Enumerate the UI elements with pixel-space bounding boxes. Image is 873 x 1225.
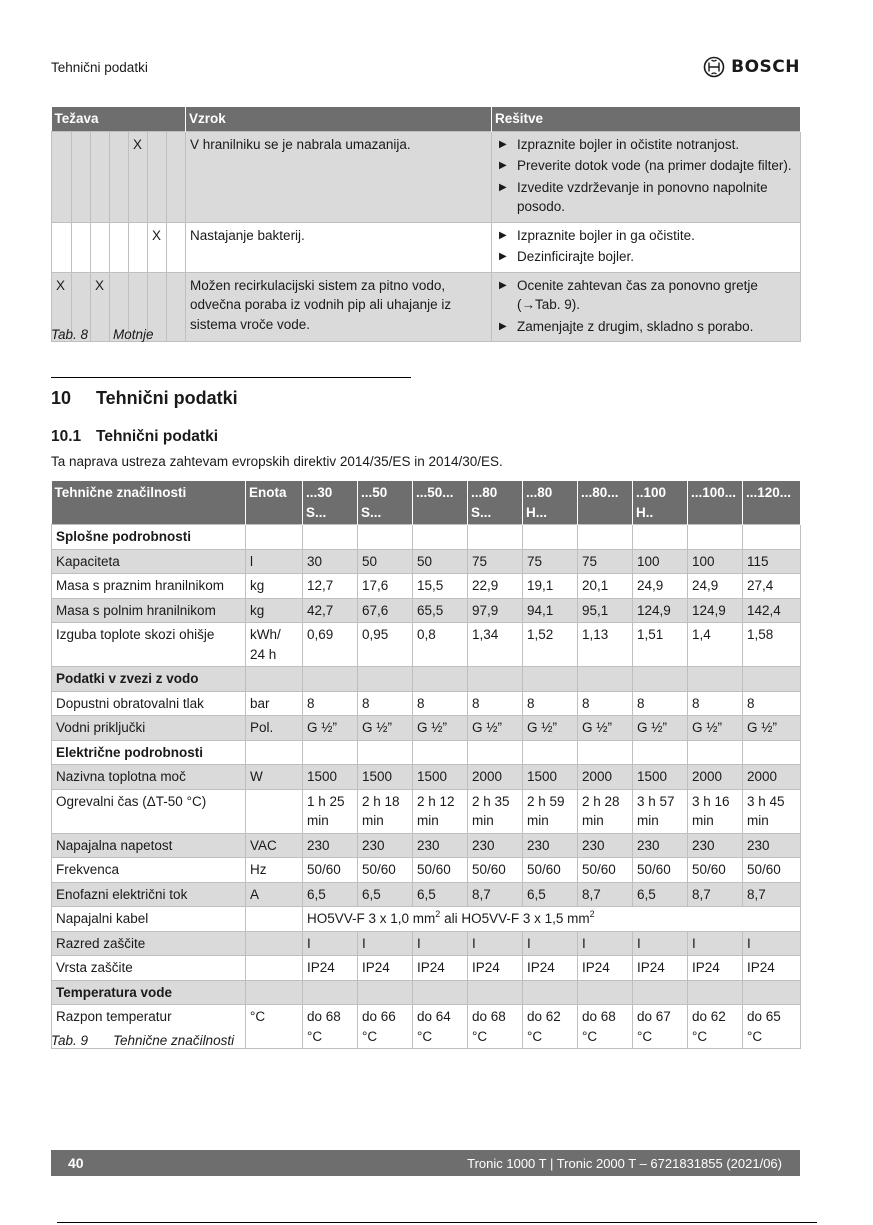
value-cell: 230 (578, 833, 633, 858)
bosch-logo (703, 56, 800, 78)
value-cell: 8 (523, 691, 578, 716)
value-cell: 19,1 (523, 574, 578, 599)
value-cell: 124,9 (633, 598, 688, 623)
value-cell: 2000 (688, 765, 743, 790)
value-cell: G ½” (468, 716, 523, 741)
feature-label: Napajalna napetost (52, 833, 246, 858)
bottom-rule (57, 1222, 817, 1223)
solution-header: Rešitve (492, 107, 801, 131)
subsection-title: Tehnični podatki (96, 428, 218, 445)
table-row (52, 623, 801, 667)
section-number: 10 (51, 388, 72, 408)
empty-cell (578, 667, 633, 692)
value-cell: 3 h 45 min (743, 789, 801, 833)
value-cell: G ½” (743, 716, 801, 741)
section-row (52, 980, 801, 1005)
value-cell: 1,52 (523, 623, 578, 667)
value-cell: IP24 (578, 956, 633, 981)
problem-mark (129, 222, 148, 272)
cause-cell: Možen recirkulacijski sistem za pitno vodo, odvečna poraba iz vodnih pip ali uhajanje iz sistema vroče vode. (186, 272, 492, 342)
empty-cell (413, 740, 468, 765)
section-label: Podatki v zvezi z vodo (52, 667, 246, 692)
problem-mark (167, 131, 186, 222)
value-cell: 8 (743, 691, 801, 716)
unit-cell: W (246, 765, 303, 790)
empty-cell (688, 525, 743, 550)
solution-step: ▶ Ocenite zahtevan čas za ponovno gretje (→Tab. 9). (496, 276, 796, 315)
empty-cell (246, 740, 303, 765)
subsection-number: 10.1 (51, 428, 82, 445)
value-cell: 42,7 (303, 598, 358, 623)
table-row (52, 858, 801, 883)
table8-caption (51, 327, 154, 342)
value-cell: 1500 (413, 765, 468, 790)
unit-cell: Hz (246, 858, 303, 883)
section-row (52, 525, 801, 550)
unit-cell: kg (246, 598, 303, 623)
value-cell: 1,51 (633, 623, 688, 667)
value-cell: 1500 (303, 765, 358, 790)
value-cell: 6,5 (303, 882, 358, 907)
table9-caption (51, 1033, 234, 1048)
page-header (51, 58, 800, 80)
table-row (52, 222, 801, 272)
empty-cell (633, 525, 688, 550)
feature-label: Razpon temperatur (52, 1005, 246, 1049)
section-label: Splošne podrobnosti (52, 525, 246, 550)
solution-cell (492, 222, 801, 272)
value-cell: 2000 (743, 765, 801, 790)
solution-step: ▶ Dezinficirajte bojler. (496, 247, 796, 267)
problem-mark: X (91, 272, 110, 342)
value-cell: 50/60 (743, 858, 801, 883)
feature-label: Izguba toplote skozi ohišje (52, 623, 246, 667)
value-cell: 50/60 (633, 858, 688, 883)
value-cell: 50/60 (303, 858, 358, 883)
value-cell: 1500 (358, 765, 413, 790)
value-cell: 230 (523, 833, 578, 858)
model-header: ...30 S... (303, 481, 358, 525)
empty-cell (468, 667, 523, 692)
problem-mark (52, 222, 72, 272)
caption-title: Motnje (113, 327, 154, 342)
value-cell: 50/60 (413, 858, 468, 883)
section-title: Tehnični podatki (96, 388, 238, 408)
empty-cell (743, 740, 801, 765)
value-cell: 2000 (468, 765, 523, 790)
value-cell: 8 (688, 691, 743, 716)
troubleshooting-table (51, 107, 801, 342)
empty-cell (523, 980, 578, 1005)
section-row (52, 667, 801, 692)
cause-cell: Nastajanje bakterij. (186, 222, 492, 272)
value-cell: 50 (413, 549, 468, 574)
value-cell: 230 (358, 833, 413, 858)
document-reference: Tronic 1000 T | Tronic 2000 T – 6721831855 (2021/06) (467, 1156, 782, 1171)
value-cell: 6,5 (633, 882, 688, 907)
empty-cell (358, 980, 413, 1005)
feature-label: Vodni priključki (52, 716, 246, 741)
empty-cell (303, 525, 358, 550)
feature-label: Vrsta zaščite (52, 956, 246, 981)
table-row (52, 789, 801, 833)
value-cell: do 64 °C (413, 1005, 468, 1049)
value-cell: IP24 (468, 956, 523, 981)
empty-cell (468, 525, 523, 550)
specs-header-row (52, 481, 801, 525)
value-cell: 100 (633, 549, 688, 574)
value-cell: 2 h 35 min (468, 789, 523, 833)
solution-step: ▶ Izpraznite bojler in očistite notranjost. (496, 135, 796, 155)
value-cell: 65,5 (413, 598, 468, 623)
cause-header: Vzrok (186, 107, 492, 131)
value-cell: I (743, 931, 801, 956)
value-cell: do 68 °C (303, 1005, 358, 1049)
cable-spec (303, 907, 801, 932)
unit-cell (246, 789, 303, 833)
unit-cell (246, 956, 303, 981)
value-cell: 1,58 (743, 623, 801, 667)
value-cell: 95,1 (578, 598, 633, 623)
page-footer (51, 1150, 800, 1176)
value-cell: I (688, 931, 743, 956)
value-cell: I (303, 931, 358, 956)
subsection-heading (51, 428, 218, 446)
unit-cell: bar (246, 691, 303, 716)
empty-cell (303, 740, 358, 765)
value-cell: I (578, 931, 633, 956)
feature-label: Nazivna toplotna moč (52, 765, 246, 790)
value-cell: 8,7 (688, 882, 743, 907)
logo-wordmark: BOSCH (731, 57, 800, 77)
empty-cell (688, 667, 743, 692)
value-cell: I (633, 931, 688, 956)
value-cell: 8,7 (468, 882, 523, 907)
problem-mark (91, 131, 110, 222)
table-row (52, 765, 801, 790)
problem-mark (72, 131, 91, 222)
value-cell: 27,4 (743, 574, 801, 599)
value-cell: 2 h 18 min (358, 789, 413, 833)
cause-cell: V hranilniku se je nabrala umazanija. (186, 131, 492, 222)
value-cell: 75 (578, 549, 633, 574)
value-cell: 12,7 (303, 574, 358, 599)
value-cell: 22,9 (468, 574, 523, 599)
value-cell: 124,9 (688, 598, 743, 623)
value-cell: 1,13 (578, 623, 633, 667)
page-number: 40 (68, 1155, 84, 1171)
solution-cell (492, 131, 801, 222)
value-cell: do 62 °C (523, 1005, 578, 1049)
value-cell: IP24 (688, 956, 743, 981)
value-cell: do 65 °C (743, 1005, 801, 1049)
empty-cell (523, 667, 578, 692)
empty-cell (633, 980, 688, 1005)
model-header: ...120... (743, 481, 801, 525)
model-header: ...80 H... (523, 481, 578, 525)
empty-cell (246, 525, 303, 550)
caption-number: Tab. 9 (51, 1033, 89, 1048)
table-row (52, 931, 801, 956)
empty-cell (743, 980, 801, 1005)
empty-cell (413, 525, 468, 550)
value-cell: 230 (633, 833, 688, 858)
value-cell: 6,5 (523, 882, 578, 907)
empty-cell (578, 740, 633, 765)
caption-title: Tehnične značilnosti (113, 1033, 235, 1048)
empty-cell (578, 525, 633, 550)
value-cell: 1500 (633, 765, 688, 790)
value-cell: do 62 °C (688, 1005, 743, 1049)
model-header: ...50 S... (358, 481, 413, 525)
unit-cell: l (246, 549, 303, 574)
table-row (52, 716, 801, 741)
value-cell: 2 h 28 min (578, 789, 633, 833)
value-cell: I (468, 931, 523, 956)
section-label: Električne podrobnosti (52, 740, 246, 765)
value-cell: 50/60 (688, 858, 743, 883)
value-cell: 230 (303, 833, 358, 858)
empty-cell (743, 525, 801, 550)
section-heading (51, 388, 238, 409)
value-cell: 8,7 (578, 882, 633, 907)
empty-cell (468, 980, 523, 1005)
empty-cell (303, 980, 358, 1005)
value-cell: 97,9 (468, 598, 523, 623)
value-cell: 20,1 (578, 574, 633, 599)
bosch-armature-icon (703, 56, 725, 78)
problem-mark: X (148, 222, 167, 272)
value-cell: 2 h 59 min (523, 789, 578, 833)
problem-header: Težava (52, 107, 186, 131)
model-header: ..100 H.. (633, 481, 688, 525)
value-cell: 50/60 (468, 858, 523, 883)
value-cell: 94,1 (523, 598, 578, 623)
table-row (52, 882, 801, 907)
empty-cell (688, 740, 743, 765)
unit-cell: kWh/ 24 h (246, 623, 303, 667)
empty-cell (743, 667, 801, 692)
feature-label: Masa s praznim hranilnikom (52, 574, 246, 599)
value-cell: G ½” (413, 716, 468, 741)
empty-cell (413, 667, 468, 692)
solution-step: ▶ Izpraznite bojler in ga očistite. (496, 226, 796, 246)
value-cell: 0,95 (358, 623, 413, 667)
value-cell: 6,5 (413, 882, 468, 907)
value-cell: 230 (468, 833, 523, 858)
value-cell: 75 (523, 549, 578, 574)
value-cell: 100 (688, 549, 743, 574)
table-row (52, 956, 801, 981)
unit-cell: Pol. (246, 716, 303, 741)
specs-table (51, 481, 801, 1049)
value-cell: 1,34 (468, 623, 523, 667)
value-cell: 142,4 (743, 598, 801, 623)
value-cell: 30 (303, 549, 358, 574)
cable-spec-b-exp: 2 (589, 908, 595, 919)
value-cell: 230 (743, 833, 801, 858)
value-cell: IP24 (303, 956, 358, 981)
table-row (52, 907, 801, 932)
problem-mark (167, 272, 186, 342)
value-cell: 115 (743, 549, 801, 574)
value-cell: 24,9 (633, 574, 688, 599)
value-cell: 8 (303, 691, 358, 716)
empty-cell (358, 740, 413, 765)
value-cell: 0,69 (303, 623, 358, 667)
feature-label: Kapaciteta (52, 549, 246, 574)
cable-spec-a: HO5VV-F 3 x 1,0 mm (307, 911, 436, 926)
model-header: ...80... (578, 481, 633, 525)
table-row (52, 549, 801, 574)
feature-label: Razred zaščite (52, 931, 246, 956)
feature-label: Masa s polnim hranilnikom (52, 598, 246, 623)
value-cell: IP24 (523, 956, 578, 981)
empty-cell (468, 740, 523, 765)
problem-mark (148, 131, 167, 222)
empty-cell (633, 667, 688, 692)
value-cell: 3 h 16 min (688, 789, 743, 833)
unit-cell (246, 907, 303, 932)
value-cell: IP24 (413, 956, 468, 981)
problem-mark (72, 222, 91, 272)
value-cell: 0,8 (413, 623, 468, 667)
solution-step: ▶ Preverite dotok vode (na primer dodajte filter). (496, 156, 796, 176)
value-cell: do 68 °C (468, 1005, 523, 1049)
problem-mark: X (52, 272, 72, 342)
problem-mark (52, 131, 72, 222)
problem-mark (91, 222, 110, 272)
empty-cell (246, 980, 303, 1005)
unit-cell: kg (246, 574, 303, 599)
value-cell: G ½” (688, 716, 743, 741)
feature-label: Ogrevalni čas (ΔT-50 °C) (52, 789, 246, 833)
value-cell: 8 (468, 691, 523, 716)
empty-cell (413, 980, 468, 1005)
value-cell: 6,5 (358, 882, 413, 907)
value-cell: 1500 (523, 765, 578, 790)
value-cell: 2000 (578, 765, 633, 790)
value-cell: 50/60 (358, 858, 413, 883)
table-row (52, 574, 801, 599)
table-row (52, 131, 801, 222)
feature-label: Enofazni električni tok (52, 882, 246, 907)
model-header: ...100... (688, 481, 743, 525)
unit-cell: °C (246, 1005, 303, 1049)
table-row (52, 598, 801, 623)
problem-mark (110, 222, 129, 272)
value-cell: G ½” (303, 716, 358, 741)
value-cell: 3 h 57 min (633, 789, 688, 833)
value-cell: I (358, 931, 413, 956)
cable-spec-a-exp: 2 (435, 908, 441, 919)
running-title: Tehnični podatki (51, 60, 148, 75)
table-row (52, 833, 801, 858)
value-cell: 67,6 (358, 598, 413, 623)
value-cell: 8 (413, 691, 468, 716)
unit-cell: A (246, 882, 303, 907)
model-header: ...80 S... (468, 481, 523, 525)
value-cell: 15,5 (413, 574, 468, 599)
value-cell: 8 (633, 691, 688, 716)
value-cell: 50/60 (523, 858, 578, 883)
value-cell: do 66 °C (358, 1005, 413, 1049)
value-cell: G ½” (578, 716, 633, 741)
empty-cell (578, 980, 633, 1005)
solution-step: ▶ Izvedite vzdrževanje in ponovno napolnite posodo. (496, 178, 796, 217)
empty-cell (246, 667, 303, 692)
value-cell: IP24 (358, 956, 413, 981)
value-cell: 230 (413, 833, 468, 858)
feature-label: Napajalni kabel (52, 907, 246, 932)
value-cell: 8 (578, 691, 633, 716)
intro-paragraph: Ta naprava ustreza zahtevam evropskih direktiv 2014/35/ES in 2014/30/ES. (51, 454, 503, 469)
value-cell: 8 (358, 691, 413, 716)
solution-cell (492, 272, 801, 342)
value-cell: G ½” (633, 716, 688, 741)
value-cell: G ½” (523, 716, 578, 741)
empty-cell (633, 740, 688, 765)
cable-spec-b: ali HO5VV-F 3 x 1,5 mm (440, 911, 590, 926)
empty-cell (523, 740, 578, 765)
value-cell: IP24 (633, 956, 688, 981)
value-cell: 17,6 (358, 574, 413, 599)
feature-header: Tehnične značilnosti (52, 481, 246, 525)
empty-cell (688, 980, 743, 1005)
value-cell: 1 h 25 min (303, 789, 358, 833)
unit-header: Enota (246, 481, 303, 525)
table-row (52, 691, 801, 716)
unit-cell: VAC (246, 833, 303, 858)
problem-mark (110, 131, 129, 222)
value-cell: 8,7 (743, 882, 801, 907)
model-header: ...50... (413, 481, 468, 525)
value-cell: I (523, 931, 578, 956)
empty-cell (358, 667, 413, 692)
value-cell: 1,4 (688, 623, 743, 667)
feature-label: Frekvenca (52, 858, 246, 883)
value-cell: I (413, 931, 468, 956)
value-cell: 50 (358, 549, 413, 574)
solution-step: ▶ Zamenjajte z drugim, skladno s porabo. (496, 317, 796, 337)
value-cell: do 68 °C (578, 1005, 633, 1049)
value-cell: G ½” (358, 716, 413, 741)
caption-number: Tab. 8 (51, 327, 89, 342)
value-cell: IP24 (743, 956, 801, 981)
value-cell: 24,9 (688, 574, 743, 599)
section-rule (51, 377, 411, 378)
value-cell: do 67 °C (633, 1005, 688, 1049)
empty-cell (358, 525, 413, 550)
section-row (52, 740, 801, 765)
problem-mark: X (129, 131, 148, 222)
value-cell: 2 h 12 min (413, 789, 468, 833)
feature-label: Dopustni obratovalni tlak (52, 691, 246, 716)
problem-mark (167, 222, 186, 272)
value-cell: 230 (688, 833, 743, 858)
value-cell: 50/60 (578, 858, 633, 883)
section-label: Temperatura vode (52, 980, 246, 1005)
table-row (52, 272, 801, 342)
value-cell: 75 (468, 549, 523, 574)
empty-cell (523, 525, 578, 550)
unit-cell (246, 931, 303, 956)
empty-cell (303, 667, 358, 692)
